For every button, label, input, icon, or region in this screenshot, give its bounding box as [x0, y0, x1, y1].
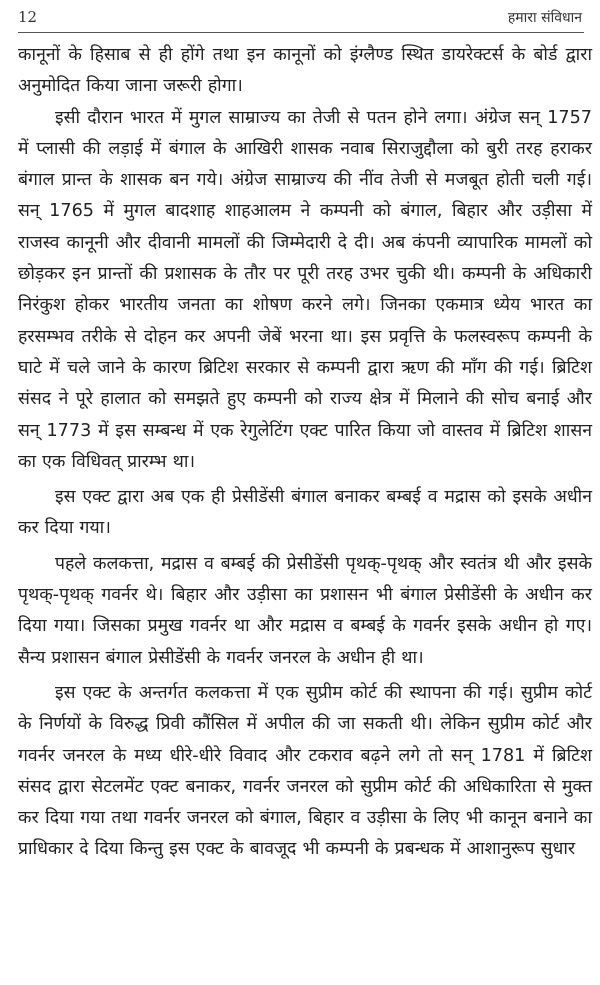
body-text [18, 40, 592, 866]
paragraph-mughal-decline: इसी दौरान भारत में मुगल साम्राज्य का तेजी से पतन होने लगा। अंग्रेज सन् 1757 में प्लासी की लड़ाई में बंगाल के आखिरी शासक नवाब सिराजुद्दौला को बुरी तरह हराकर बंगाल प्रान्त के शासक बन गये। अंग्रेज साम्राज्य की नींव तेजी से मजबूत होती चली गई। सन् 1765 में मुगल बादशाह शाहआलम ने कम्पनी को बंगाल, बिहार और उड़ीसा में राजस्व कानूनी और दीवानी मामलों की जिम्मेदारी दे दी। अब कंपनी व्यापारिक मामलों को छोड़कर इन प्रान्तों की प्रशासक के तौर पर पूरी तरह उभर चुकी थी। कम्पनी के अधिकारी निरंकुश होकर भारतीय जनता का शोषण करने लगे। जिनका एकमात्र ध्येय भारत का हरसम्भव तरीके से दोहन कर अपनी जेबें भरना था। इस प्रवृत्ति के फलस्वरूप कम्पनी के घाटे में चले जाने के कारण ब्रिटिश सरकार से कम्पनी द्वारा ऋण की माँग की गई। ब्रिटिश संसद ने पूरे हालात को समझते हुए कम्पनी को राज्य क्षेत्र में मिलाने की सोच बनाई और सन् 1773 में इस सम्बन्ध में एक रेगुलेटिंग एक्ट पारित किया जो वास्तव में ब्रिटिश शासन का एक विधिवत् प्रारम्भ था। [18, 107, 593, 472]
page-number: 12 [18, 8, 38, 26]
paragraph-bengal-presidency: इस एक्ट द्वारा अब एक ही प्रेसीडेंसी बंगाल बनाकर बम्बई व मद्रास को इसके अधीन कर दिया गया। [18, 487, 592, 539]
running-title: हमारा संविधान [507, 10, 582, 26]
paragraph-governors: पहले कलकत्ता, मद्रास व बम्बई की प्रेसीडेंसी पृथक्-पृथक् और स्वतंत्र थी और इसके पृथक्-पृथक् गवर्नर थे। बिहार और उड़ीसा का प्रशासन भी बंगाल प्रेसीडेंसी के अधीन कर दिया गया। जिसका प्रमुख गवर्नर था और मद्रास व बम्बई के गवर्नर इसके अधीन हो गए। सैन्य प्रशासन बंगाल प्रेसीडेंसी के गवर्नर जनरल के अधीन ही था। [18, 553, 592, 668]
paragraph-continued: कानूनों के हिसाब से ही होंगे तथा इन कानूनों को इंग्लैण्ड स्थित डायरेक्टर्स के बोर्ड द्वारा अनुमोदित किया जाना जरूरी होगा। [18, 45, 592, 97]
page-header [18, 6, 584, 33]
paragraph-supreme-court: इस एक्ट के अन्तर्गत कलकत्ता में एक सुप्रीम कोर्ट की स्थापना की गई। सुप्रीम कोर्ट के निर्णयों के विरुद्ध प्रिवी कौंसिल में अपील की जा सकती थी। लेकिन सुप्रीम कोर्ट और गवर्नर जनरल के मध्य धीरे-धीरे विवाद और टकराव बढ़ने लगे तो सन् 1781 में ब्रिटिश संसद द्वारा सेटलमेंट एक्ट बनाकर, गवर्नर जनरल को सुप्रीम कोर्ट की अधिकारिता से मुक्त कर दिया गया तथा गवर्नर जनरल को बंगाल, बिहार व उड़ीसा के लिए भी कानून बनाने का प्राधिकार दे दिया किन्तु इस एक्ट के बावजूद भी कम्पनी के प्रबन्धक में आशानुरूप सुधार [18, 682, 592, 860]
